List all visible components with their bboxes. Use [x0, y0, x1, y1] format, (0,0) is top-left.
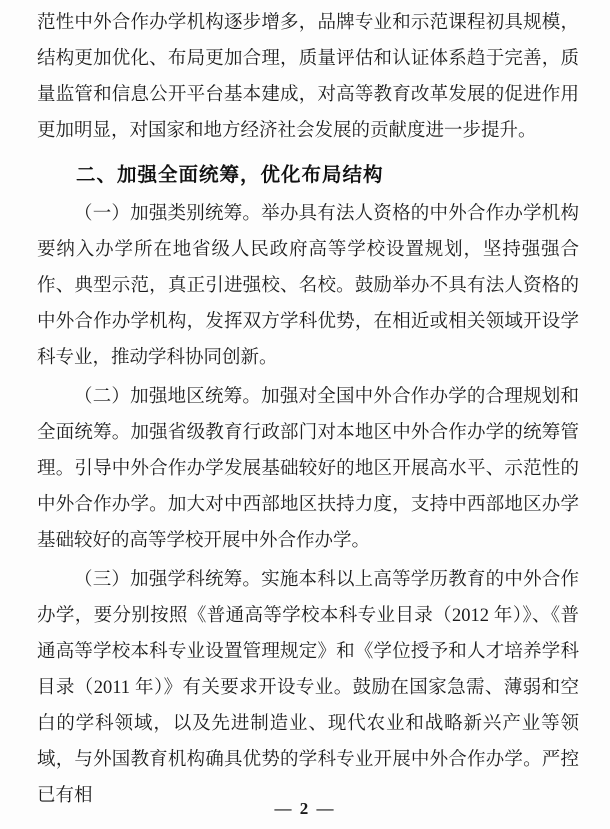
page-number: — 2 —	[274, 799, 336, 818]
paragraph-item-1: （一）加强类别统筹。举办具有法人资格的中外合作办学机构要纳入办学所在地省级人民政府高等学校设置规划，坚持强强合作、典型示范，真正引进强校、名校。鼓励举办不具有法人资格的中外合作办学机构，发挥双方学科优势，在相近或相关领域开设学科专业，推动学科协同创新。	[37, 204, 579, 368]
section-heading: 二、加强全面统筹，优化布局结构	[76, 164, 384, 186]
paragraph-item-3: （三）加强学科统筹。实施本科以上高等学历教育的中外合作办学，要分别按照《普通高等学校本科专业目录（2012 年）》、《普通高等学校本科专业设置管理规定》和《学位授予和人才培养学科目录（2011 年）》有关要求开设专业。鼓励在国家急需、薄弱和空白的学科领域，以及先进制造业、现代农业和战略新兴产业等领域，与外国教育机构确具优势的学科专业开展中外合作办学。严控已有相	[37, 570, 579, 806]
paragraph-item-2: （二）加强地区统筹。加强对全国中外合作办学的合理规划和全面统筹。加强省级教育行政部门对本地区中外合作办学的统筹管理。引导中外合作办学发展基础较好的地区开展高水平、示范性的中外合作办学。加大对中西部地区扶持力度，支持中西部地区办学基础较好的高等学校开展中外合作办学。	[37, 387, 579, 551]
paragraph-continuation: 范性中外合作办学机构逐步增多，品牌专业和示范课程初具规模，结构更加优化、布局更加合理，质量评估和认证体系趋于完善，质量监管和信息公开平台基本建成，对高等教育改革发展的促进作用更加明显，对国家和地方经济社会发展的贡献度进一步提升。	[37, 13, 579, 141]
